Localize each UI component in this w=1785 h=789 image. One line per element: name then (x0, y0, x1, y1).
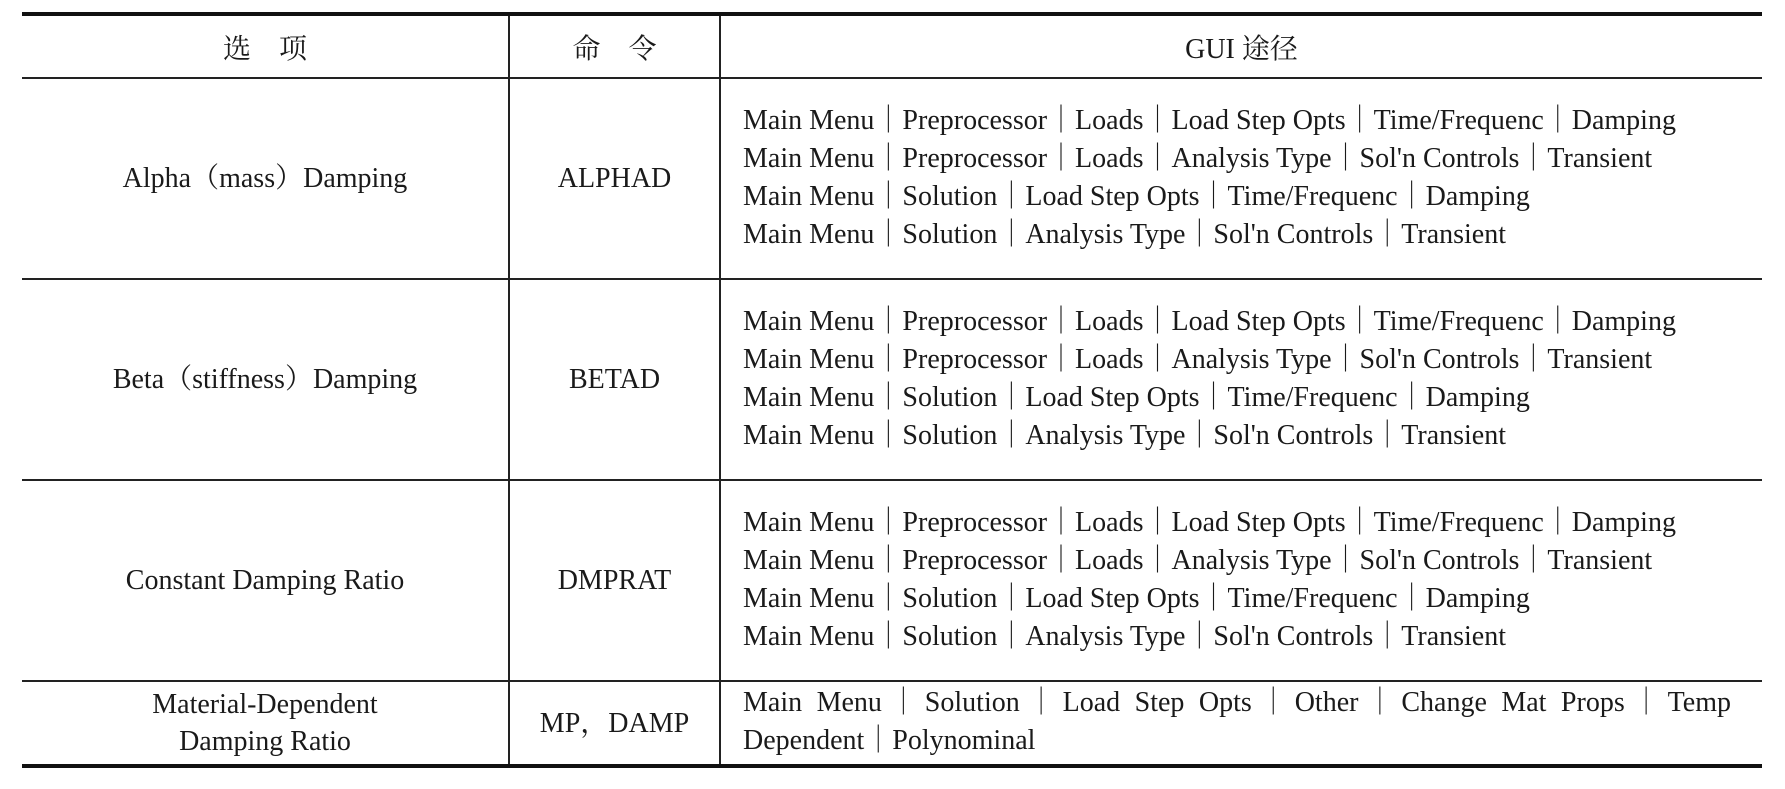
gui-path: Main Menu｜Solution｜Load Step Opts｜Other｜Change Mat Props｜Temp Dependent｜Polynominal (743, 687, 1731, 756)
gui-path: Main Menu｜Solution｜Analysis Type｜Sol'n Controls｜Transient (743, 218, 1507, 250)
gui-path: Main Menu｜Preprocessor｜Loads｜Analysis Type｜Sol'n Controls｜Transient (743, 544, 1653, 576)
table-row (22, 279, 1762, 480)
gui-path: Main Menu｜Preprocessor｜Loads｜Analysis Type｜Sol'n Controls｜Transient (743, 343, 1653, 375)
option-cell: Constant Damping Ratio (22, 480, 509, 681)
gui-path-cell (720, 480, 1762, 681)
command-cell: MP，DAMP (509, 681, 720, 766)
header-option: 选 项 (22, 14, 509, 78)
damping-options-table (22, 12, 1762, 768)
table-row (22, 681, 1762, 766)
table-row (22, 480, 1762, 681)
gui-path-cell (720, 78, 1762, 279)
gui-path: Main Menu｜Solution｜Analysis Type｜Sol'n Controls｜Transient (743, 419, 1507, 451)
gui-path: Main Menu｜Preprocessor｜Loads｜Analysis Type｜Sol'n Controls｜Transient (743, 142, 1653, 174)
table-row (22, 78, 1762, 279)
gui-path: Main Menu｜Solution｜Load Step Opts｜Time/Frequenc｜Damping (743, 381, 1530, 413)
command-cell: ALPHAD (509, 78, 720, 279)
gui-path: Main Menu｜Solution｜Load Step Opts｜Time/Frequenc｜Damping (743, 582, 1530, 614)
gui-path-cell (720, 681, 1762, 766)
command-cell: BETAD (509, 279, 720, 480)
gui-path: Main Menu｜Solution｜Load Step Opts｜Time/Frequenc｜Damping (743, 180, 1530, 212)
option-cell: Beta（stiffness）Damping (22, 279, 509, 480)
gui-path-cell (720, 279, 1762, 480)
header-gui-path: GUI 途径 (720, 14, 1762, 78)
option-cell (22, 681, 509, 766)
gui-path: Main Menu｜Preprocessor｜Loads｜Load Step Opts｜Time/Frequenc｜Damping (743, 506, 1676, 538)
command-cell: DMPRAT (509, 480, 720, 681)
header-row (22, 14, 1762, 78)
gui-path: Main Menu｜Preprocessor｜Loads｜Load Step Opts｜Time/Frequenc｜Damping (743, 104, 1676, 136)
option-line: Damping Ratio (179, 726, 351, 757)
option-line: Material-Dependent (152, 689, 378, 720)
gui-path: Main Menu｜Solution｜Analysis Type｜Sol'n Controls｜Transient (743, 620, 1507, 652)
option-cell: Alpha（mass）Damping (22, 78, 509, 279)
gui-path: Main Menu｜Preprocessor｜Loads｜Load Step Opts｜Time/Frequenc｜Damping (743, 305, 1676, 337)
header-command: 命 令 (509, 14, 720, 78)
